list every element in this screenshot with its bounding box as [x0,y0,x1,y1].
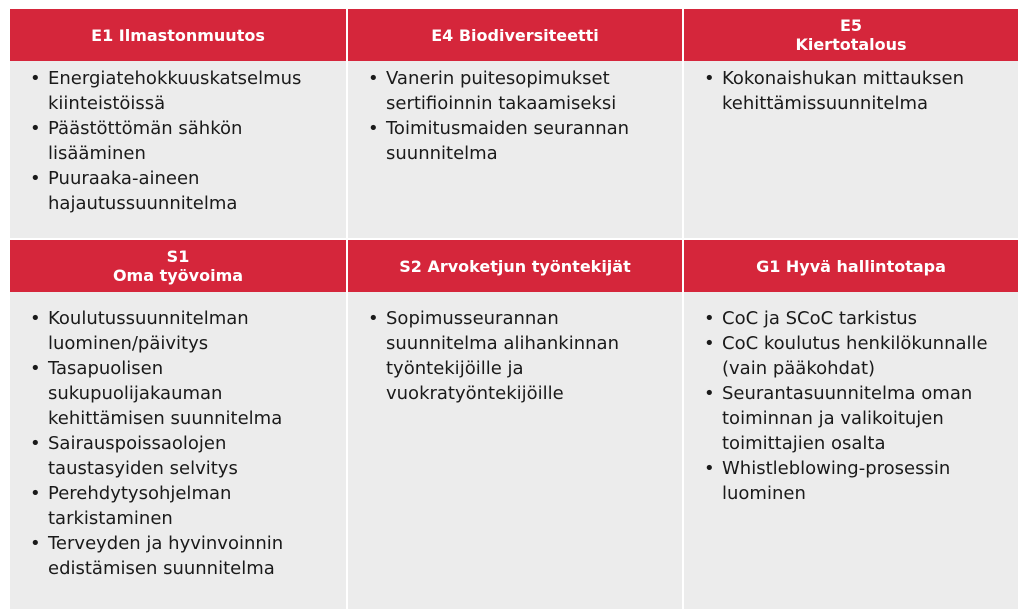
card-body [10,292,346,609]
card-header [684,240,1018,292]
card-body [684,292,1018,609]
card-body [684,61,1018,238]
card-header [684,9,1018,61]
bullet-list [698,66,1004,116]
card-title: G1 Hyvä hallintotapa [756,256,946,276]
card-title: Oma työvoima [112,266,244,285]
list-item: • Koulutussuunnitelman luominen/päivitys [24,306,332,356]
card-header [348,9,682,61]
card-code: S1 [166,247,190,266]
card-title: E1 Ilmastonmuutos [91,25,265,45]
bullet-list [362,306,668,406]
bullet-list [698,306,1004,506]
card-body [348,292,682,609]
list-item: • Puuraaka-aineen hajautussuunnitelma [24,166,332,216]
card-g1-good-governance [684,240,1018,609]
card-code: E5 [839,16,863,35]
list-item: • Terveyden ja hyvinvoinnin edistämisen suunnitelma [24,531,332,581]
bullet-list [362,66,668,166]
list-item: • Whistleblowing-prosessin luominen [698,456,1004,506]
card-title: Kiertotalous [795,35,907,54]
list-item: • CoC koulutus henkilökunnalle (vain pääkohdat) [698,331,1004,381]
card-e4-biodiversity [348,9,684,238]
card-s1-own-workforce [10,240,348,609]
topic-grid [10,9,1018,609]
card-e5-circular-economy [684,9,1018,238]
list-item: • Sopimusseurannan suunnitelma alihankinnan työntekijöille ja vuokratyöntekijöille [362,306,668,406]
list-item: • Perehdytysohjelman tarkistaminen [24,481,332,531]
card-header [10,9,346,61]
bullet-list [24,66,332,216]
bullet-list [24,306,332,581]
list-item: • Tasapuolisen sukupuolijakauman kehittämisen suunnitelma [24,356,332,431]
list-item: • Päästöttömän sähkön lisääminen [24,116,332,166]
card-title: S2 Arvoketjun työntekijät [399,256,631,276]
card-e1-climate-change [10,9,348,238]
list-item: • CoC ja SCoC tarkistus [698,306,1004,331]
card-header [10,240,346,292]
list-item: • Sairauspoissaolojen taustasyiden selvitys [24,431,332,481]
card-header [348,240,682,292]
list-item: • Kokonaishukan mittauksen kehittämissuunnitelma [698,66,1004,116]
card-body [10,61,346,238]
list-item: • Vanerin puitesopimukset sertifioinnin takaamiseksi [362,66,668,116]
card-body [348,61,682,238]
card-title: E4 Biodiversiteetti [431,25,599,45]
card-s2-value-chain-workers [348,240,684,609]
list-item: • Energiatehokkuuskatselmus kiinteistöissä [24,66,332,116]
list-item: • Toimitusmaiden seurannan suunnitelma [362,116,668,166]
list-item: • Seurantasuunnitelma oman toiminnan ja valikoitujen toimittajien osalta [698,381,1004,456]
